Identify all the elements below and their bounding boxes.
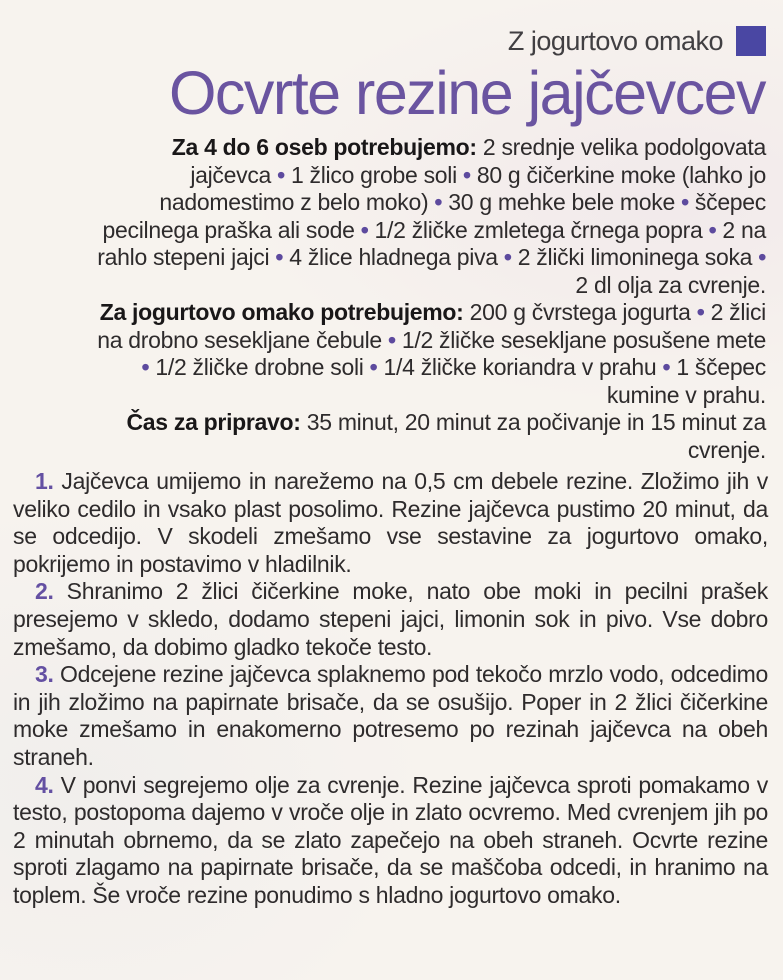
- prep-time-paragraph: [95, 409, 766, 464]
- bullet-dot-icon: •: [462, 161, 471, 188]
- sauce-items: 200 g čvrstega jogurta • 2 žlici na drobno sesekljane čebule • 1/2 žličke sesekljane posušene mete • 1/2 žličke drobne soli • 1/4 žličke koriandra v prahu • 1 ščepec kumine v prahu.: [97, 299, 766, 408]
- purple-square-icon: [736, 26, 766, 56]
- step-1: [13, 468, 768, 578]
- bullet-dot-icon: •: [696, 299, 705, 325]
- step-2-number: 2.: [35, 578, 54, 605]
- bullet-dot-icon: •: [434, 189, 443, 215]
- bullet-dot-icon: •: [503, 244, 512, 270]
- bullet-dot-icon: •: [141, 354, 150, 380]
- sauce-lead: Za jogurtovo omako potrebujemo:: [99, 299, 464, 325]
- bullet-dot-icon: •: [388, 326, 396, 353]
- step-4-number: 4.: [35, 771, 54, 798]
- bullet-dot-icon: •: [277, 161, 285, 188]
- ingredients-section: [95, 134, 766, 464]
- kicker-row: [0, 0, 783, 58]
- step-4-text: V ponvi segrejemo olje za cvrenje. Rezine jajčevca sproti pomakamo v testo, postopoma dajemo v vroče olje in zlato ocvremo. Med cvrenjem jih po 2 minutah obrnemo, da se zlato zapečejo na obeh straneh. Ocvrte rezine sproti zlagamo na papirnate brisače, da se maščoba odcedi, in hranimo na toplem. Še vroče rezine ponudimo s hladno jogurtovo omako.: [13, 771, 768, 908]
- recipe-title: Ocvrte rezine jajčevcev: [168, 59, 765, 127]
- step-3-text: Odcejene rezine jajčevca splaknemo pod tekočo mrzlo vodo, odcedimo in jih zložimo na papirnate brisače, da se osušijo. Poper in 2 žlici čičerkine moke zmešamo in enakomerno potresemo po rezinah jajčevca na obeh straneh.: [13, 661, 768, 770]
- step-1-number: 1.: [35, 468, 54, 494]
- servings-lead: Za 4 do 6 oseb potrebujemo:: [171, 134, 477, 160]
- sauce-ingredients-paragraph: [95, 299, 766, 409]
- bullet-dot-icon: •: [681, 189, 689, 215]
- bullet-dot-icon: •: [360, 216, 369, 243]
- steps-section: [13, 468, 768, 910]
- prep-time-lead: Čas za pripravo:: [126, 409, 301, 435]
- step-3-number: 3.: [35, 661, 54, 688]
- prep-time-text: 35 minut, 20 minut za počivanje in 15 minut za cvrenje.: [306, 409, 766, 463]
- bullet-dot-icon: •: [369, 354, 378, 380]
- step-3: [13, 661, 768, 771]
- step-1-text: Jajčevca umijemo in narežemo na 0,5 cm debele rezine. Zložimo jih v veliko cedilo in vsako plast posolimo. Rezine jajčevca pustimo 20 minut, da se odcedijo. V skodeli zmešamo vse sestavine za jogurtovo omako, pokrijemo in postavimo v hladilnik.: [13, 468, 768, 577]
- bullet-dot-icon: •: [758, 244, 766, 270]
- servings-items: 2 srednje velika podolgovata jajčevca • 1 žlico grobe soli • 80 g čičerkine moke (lahko jo nadomestimo z belo moko) • 30 g mehke bele moke • ščepec pecilnega praška ali sode • 1/2 žličke zmletega črnega popra • 2 na rahlo stepeni jajci • 4 žlice hladnega piva • 2 žlički limoninega soka • 2 dl olja za cvrenje.: [97, 134, 766, 298]
- servings-ingredients-paragraph: [95, 134, 766, 299]
- bullet-dot-icon: •: [708, 216, 717, 243]
- kicker-text: Z jogurtovo omako: [507, 26, 723, 56]
- bullet-dot-icon: •: [662, 354, 671, 380]
- step-2-text: Shranimo 2 žlici čičerkine moke, nato obe moki in pecilni prašek presejemo v skledo, dodamo stepeni jajci, limonin sok in pivo. Vse dobro zmešamo, da dobimo gladko tekoče testo.: [13, 578, 768, 660]
- bullet-dot-icon: •: [275, 244, 284, 270]
- step-2: [13, 578, 768, 661]
- step-4: [13, 772, 768, 910]
